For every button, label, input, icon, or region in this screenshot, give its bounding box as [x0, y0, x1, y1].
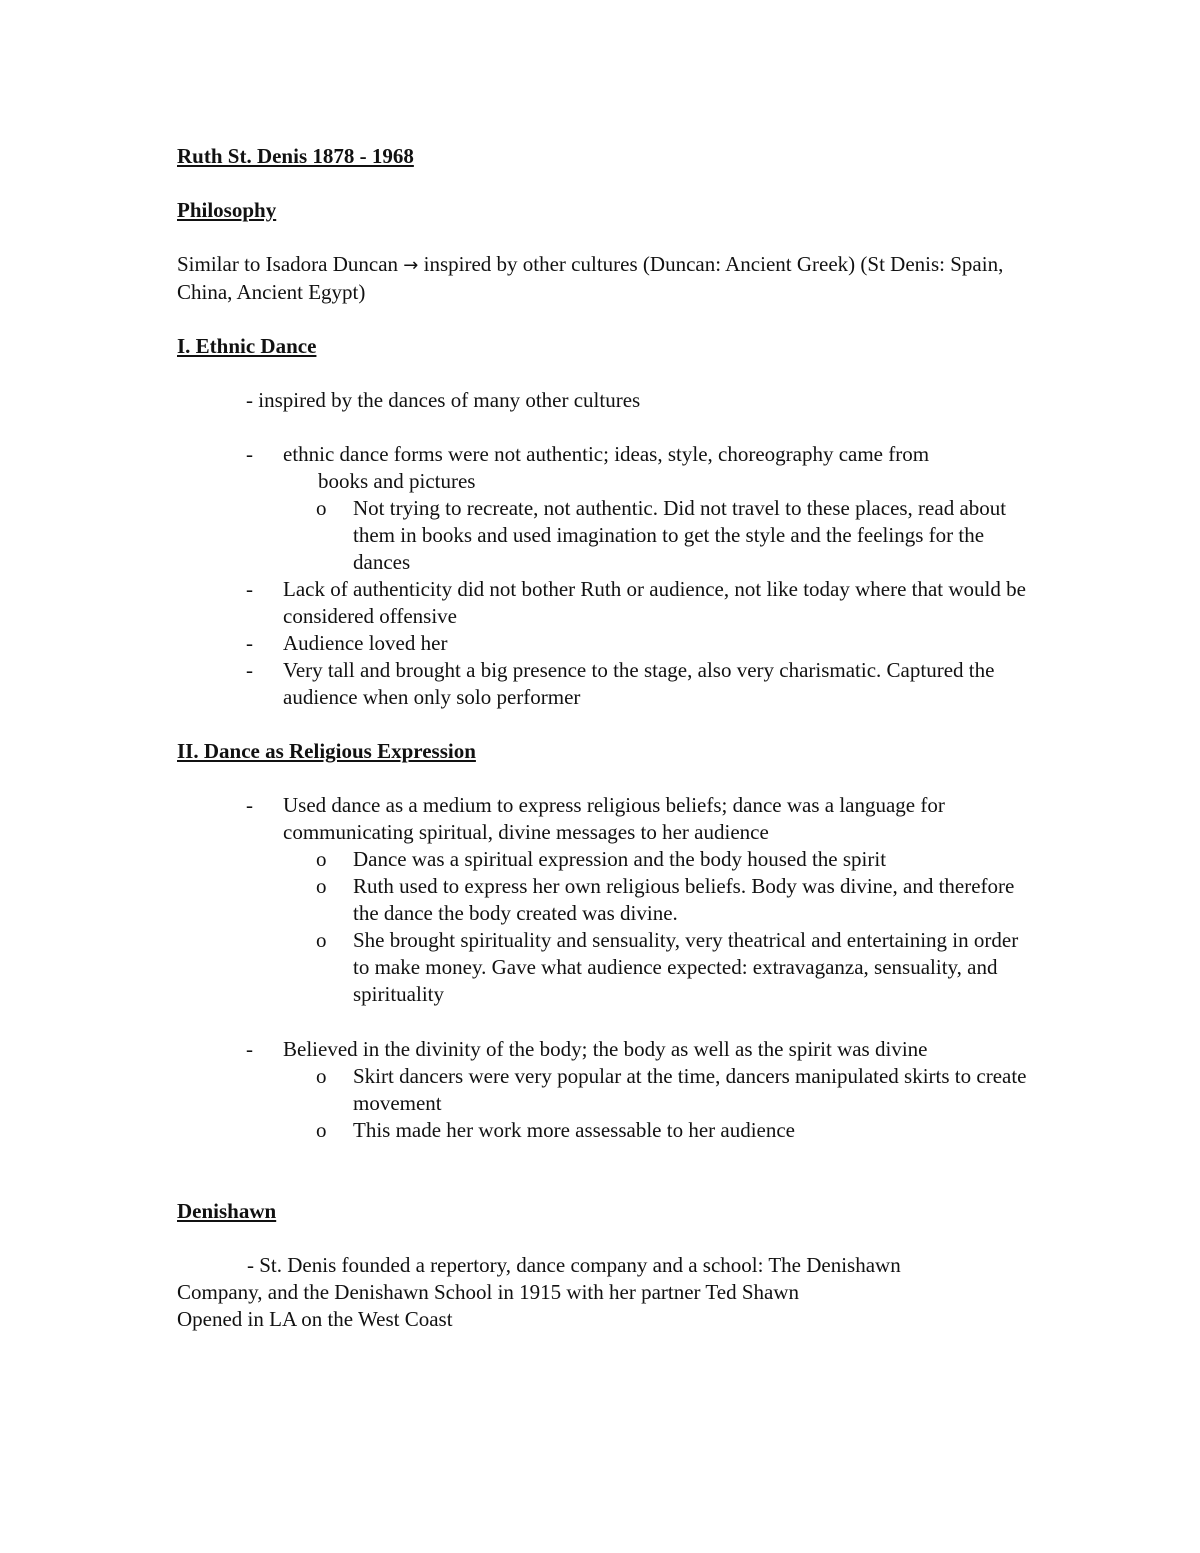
denishawn-line-3: Opened in LA on the West Coast [177, 1307, 453, 1331]
list-item-text: Very tall and brought a big presence to the stage, also very charismatic. Captured the audience when only solo performer [283, 658, 995, 709]
denishawn-paragraph [177, 1252, 1037, 1333]
circle-bullet-icon: o [316, 847, 327, 871]
dash-marker: - [246, 442, 253, 466]
dash-marker: - [246, 793, 253, 817]
ethnic-dance-heading: I. Ethnic Dance [177, 334, 317, 358]
philosophy-heading: Philosophy [177, 198, 277, 222]
religious-heading: II. Dance as Religious Expression [177, 739, 476, 763]
document-title: Ruth St. Denis 1878 - 1968 [177, 144, 414, 168]
philosophy-text-start: Similar to Isadora Duncan [177, 252, 404, 276]
list-item [246, 441, 1046, 468]
sub-list-item-text: Ruth used to express her own religious beliefs. Body was divine, and therefore the dance the body created was divine. [353, 874, 1015, 925]
denishawn-line-1: - St. Denis founded a repertory, dance company and a school: The Denishawn [247, 1253, 901, 1277]
sub-list-item [316, 873, 1036, 927]
list-item-continuation: books and pictures [318, 469, 476, 493]
sub-list-item-text: Not trying to recreate, not authentic. Did not travel to these places, read about them in books and used imagination to get the style and the feelings for the dances [353, 496, 1007, 574]
list-item [246, 792, 1046, 846]
sub-list-item-text: She brought spirituality and sensuality, very theatrical and entertaining in order to make money. Gave what audience expected: extravaganza, sensuality, and spirituality [353, 928, 1019, 1006]
ethnic-intro: - inspired by the dances of many other cultures [246, 388, 641, 412]
denishawn-line-2: Company, and the Denishawn School in 1915 with her partner Ted Shawn [177, 1280, 800, 1304]
circle-bullet-icon: o [316, 1118, 327, 1142]
dash-marker: - [246, 658, 253, 682]
list-item [246, 576, 1046, 630]
sub-list-item [316, 495, 1036, 576]
list-item [246, 630, 1046, 657]
philosophy-text-end: inspired by other cultures (Duncan: Ancient Greek) (St Denis: Spain, China, Ancient Egypt) [177, 252, 1004, 304]
list-item [246, 1036, 1046, 1063]
list-item-text: ethnic dance forms were not authentic; ideas, style, choreography came from [283, 442, 930, 466]
sub-list-item [316, 1117, 1036, 1144]
list-item-text: Audience loved her [283, 631, 448, 655]
list-item-text: Used dance as a medium to express religious beliefs; dance was a language for communicating spiritual, divine messages to her audience [283, 793, 945, 844]
circle-bullet-icon: o [316, 496, 327, 520]
sub-list-item [316, 927, 1036, 1008]
circle-bullet-icon: o [316, 874, 327, 898]
sub-list-item [316, 846, 1036, 873]
list-item-text: Believed in the divinity of the body; the body as well as the spirit was divine [283, 1037, 928, 1061]
sub-list-item-text: This made her work more assessable to her audience [353, 1118, 796, 1142]
sub-list-item [316, 1063, 1036, 1117]
sub-list-item-text: Skirt dancers were very popular at the time, dancers manipulated skirts to create movement [353, 1064, 1027, 1115]
dash-marker: - [246, 631, 253, 655]
circle-bullet-icon: o [316, 928, 327, 952]
dash-marker: - [246, 1037, 253, 1061]
philosophy-paragraph [177, 251, 1017, 306]
circle-bullet-icon: o [316, 1064, 327, 1088]
denishawn-heading: Denishawn [177, 1199, 277, 1223]
sub-list-item-text: Dance was a spiritual expression and the body housed the spirit [353, 847, 887, 871]
list-item-text: Lack of authenticity did not bother Ruth or audience, not like today where that would be considered offensive [283, 577, 1026, 628]
arrow-right-icon: → [403, 255, 419, 276]
list-item [246, 657, 1046, 711]
dash-marker: - [246, 577, 253, 601]
